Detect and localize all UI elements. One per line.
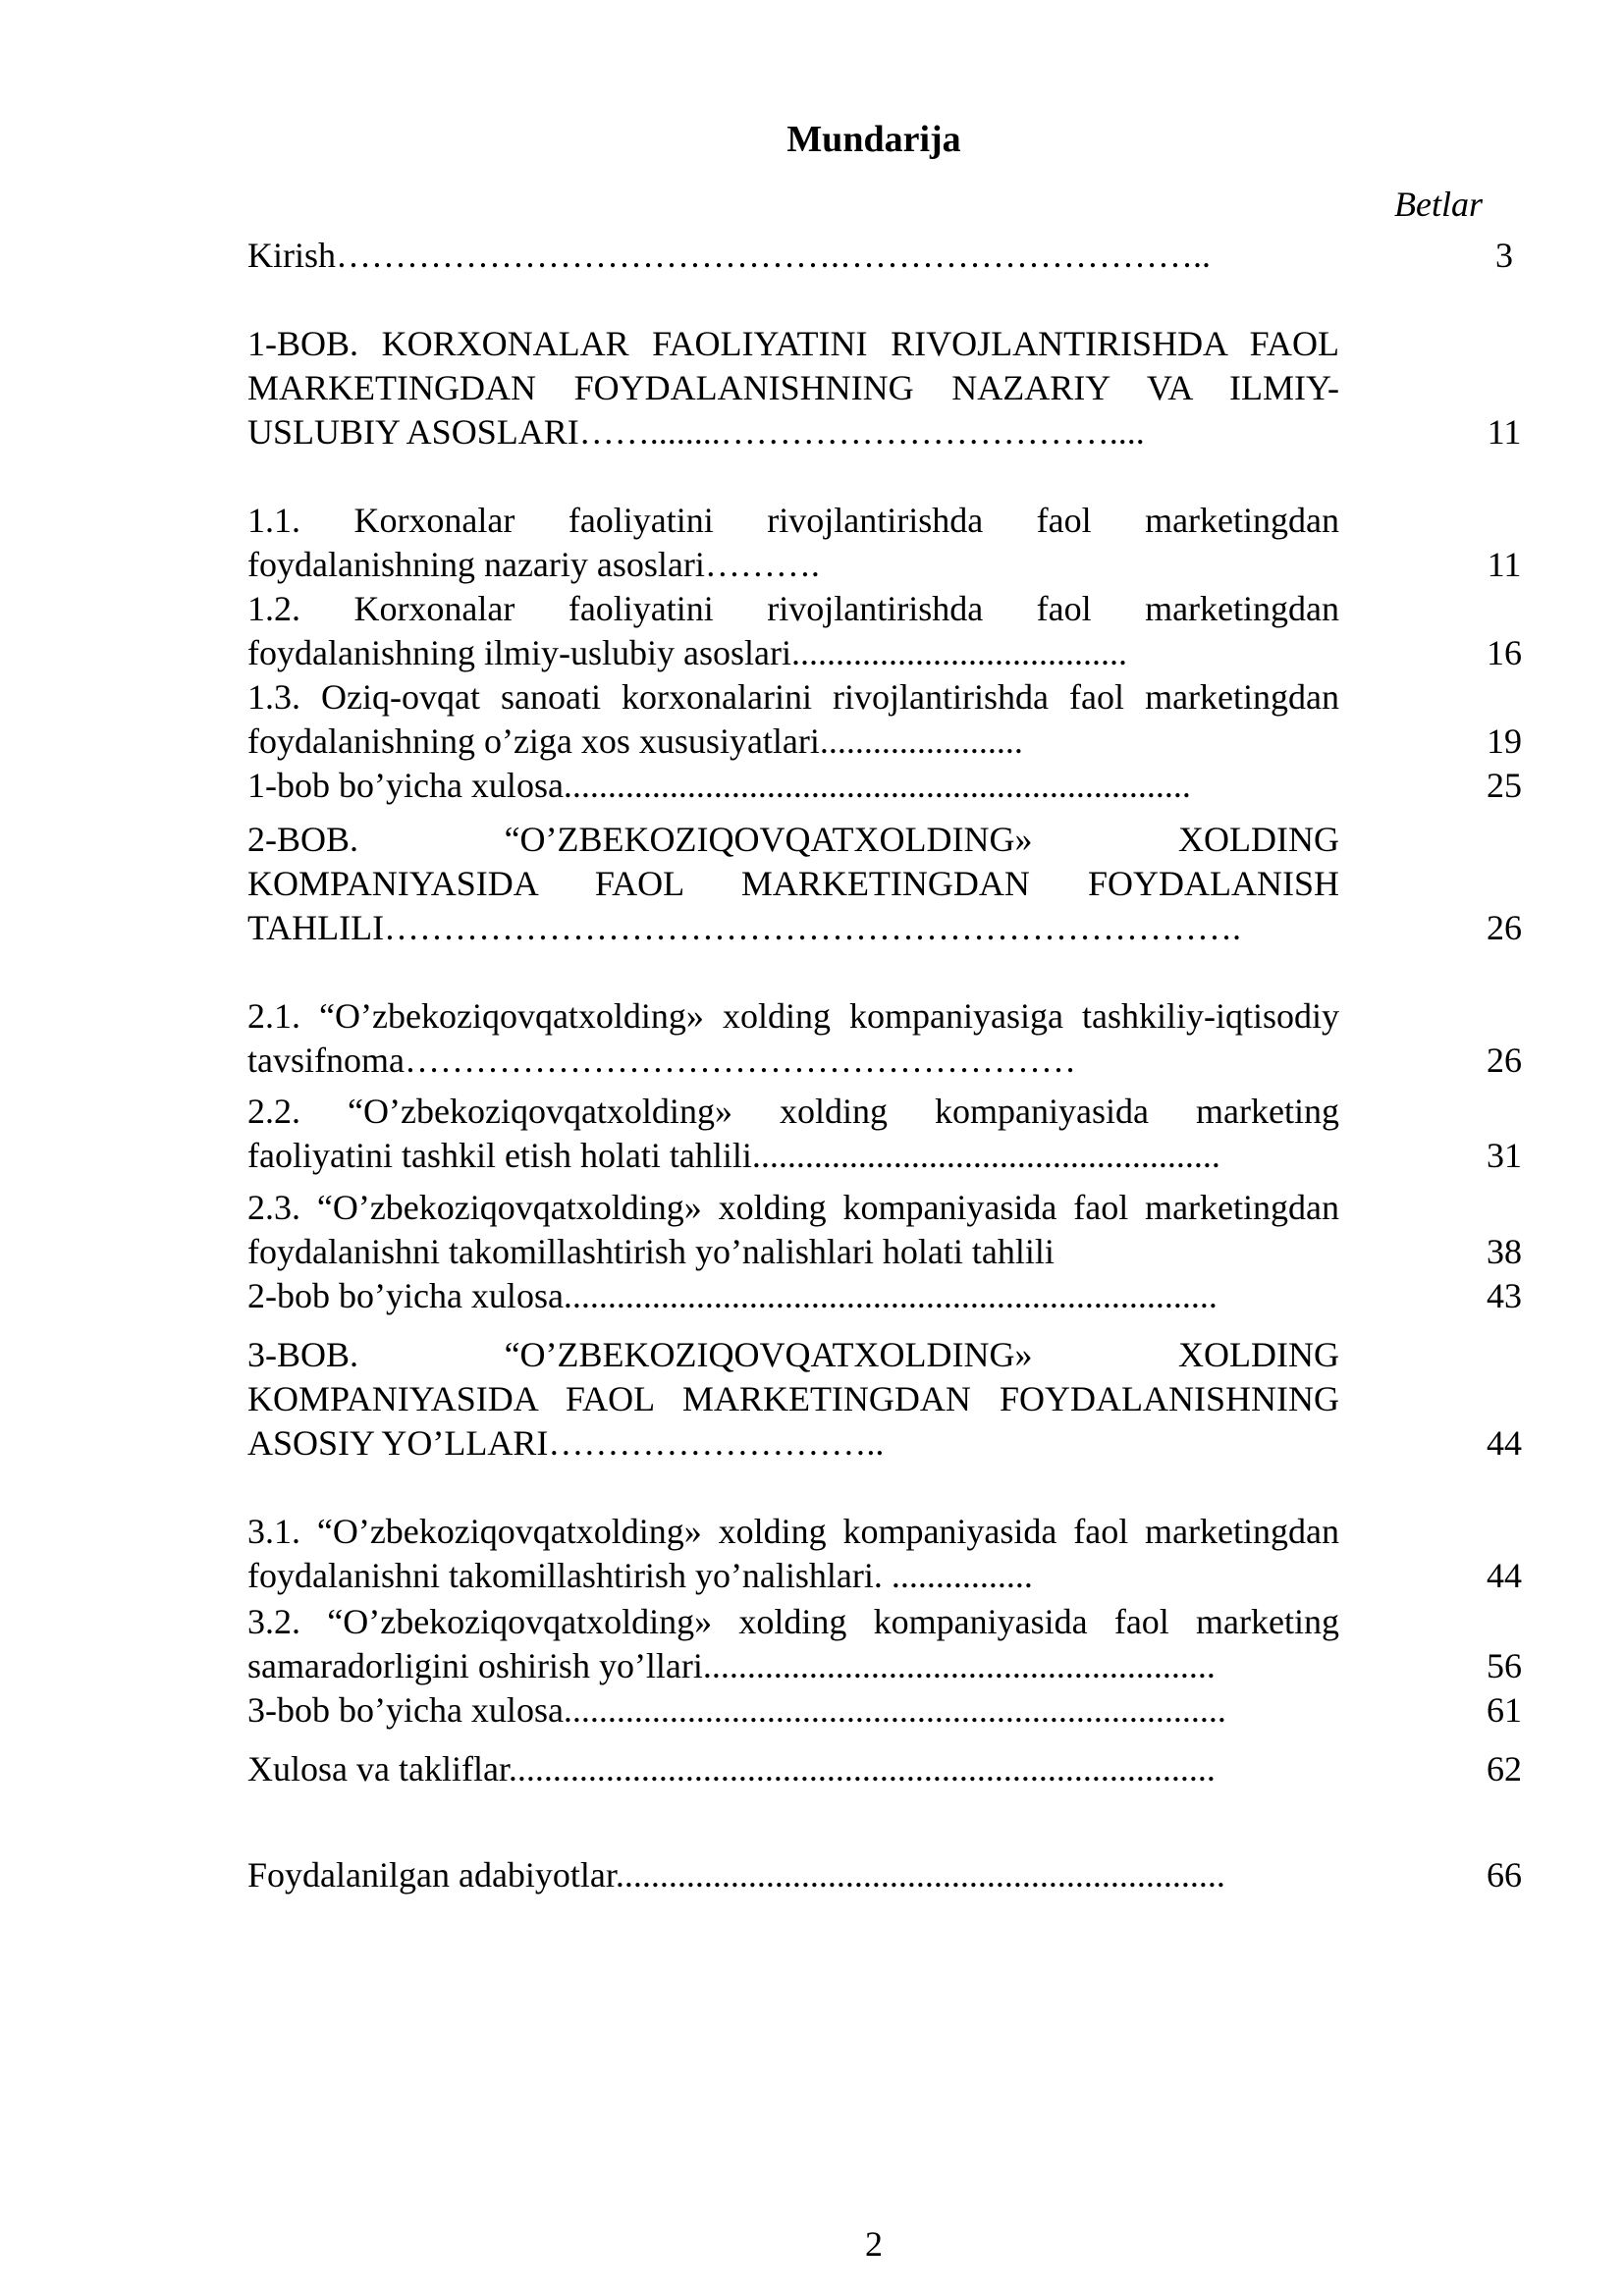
toc-entry-page: 56 bbox=[1487, 1646, 1522, 1685]
toc-entry-page: 38 bbox=[1487, 1232, 1522, 1271]
toc-entry-text: 1.2. Korxonalar faoliyatini rivojlantirishda faol marketingdan foydalanishning ilmiy-uslubiy asoslari...................................... bbox=[247, 589, 1339, 672]
toc-entry-page: 61 bbox=[1487, 1690, 1522, 1730]
toc-entry-page: 26 bbox=[1487, 1041, 1522, 1080]
toc-entry-text: 3-BOB. “O’ZBEKOZIQOVQATXOLDING» XOLDING KOMPANIYASIDA FAOL MARKETINGDAN FOYDALANISHNING ASOSIY YO’LLARI……………………….. bbox=[247, 1335, 1339, 1463]
toc-entry-page: 3 bbox=[1495, 236, 1513, 275]
toc-entry-3-2[interactable] bbox=[247, 1600, 1522, 1688]
toc-entry-text: 2.3. “O’zbekoziqovqatxolding» xolding kompaniyasida faol marketingdan foydalanishni takomillashtirish yo’nalishlari holati tahlili bbox=[247, 1188, 1339, 1271]
toc-entry-chapter-1[interactable] bbox=[247, 322, 1522, 454]
toc-entry-text: 2-BOB. “O’ZBEKOZIQOVQATXOLDING» XOLDING KOMPANIYASIDA FAOL MARKETINGDAN FOYDALANISH TAHLILI………………………………………………………………. bbox=[247, 820, 1339, 947]
toc-entry-2-2[interactable] bbox=[247, 1090, 1522, 1178]
toc-entry-text: 3.1. “O’zbekoziqovqatxolding» xolding kompaniyasida faol marketingdan foydalanishni takomillashtirish yo’nalishlari. ................ bbox=[247, 1512, 1339, 1595]
toc-entry-text: 2.1. “O’zbekoziqovqatxolding» xolding kompaniyasiga tashkiliy-iqtisodiy tavsifnoma………………………………………………… bbox=[247, 996, 1339, 1080]
toc-entry-text: 1.3. Oziq-ovqat sanoati korxonalarini rivojlantirishda faol marketingdan foydalanishning o’ziga xos xususiyatlari....................... bbox=[247, 677, 1339, 761]
toc-entry-page: 62 bbox=[1487, 1749, 1522, 1789]
toc-entry-page: 11 bbox=[1487, 412, 1522, 452]
toc-entry-chapter-3-summary[interactable] bbox=[247, 1688, 1522, 1733]
toc-entry-page: 31 bbox=[1487, 1136, 1522, 1175]
toc-entry-text: 1-bob bo’yicha xulosa....................................................................... bbox=[247, 766, 1191, 805]
toc-entry-chapter-2[interactable] bbox=[247, 818, 1522, 950]
toc-entry-1-3[interactable] bbox=[247, 675, 1522, 764]
toc-entry-text: Xulosa va takliflar................................................................................ bbox=[247, 1749, 1216, 1789]
toc-entry-2-3[interactable] bbox=[247, 1186, 1522, 1274]
toc-entry-page: 44 bbox=[1487, 1556, 1522, 1595]
toc-entry-2-1[interactable] bbox=[247, 994, 1522, 1083]
toc-entry-page: 44 bbox=[1487, 1423, 1522, 1463]
toc-entry-3-1[interactable] bbox=[247, 1510, 1522, 1598]
toc-entry-1-2[interactable] bbox=[247, 587, 1522, 675]
toc-entry-page: 43 bbox=[1487, 1276, 1522, 1315]
toc-entry-intro[interactable] bbox=[247, 234, 1513, 278]
toc-entry-chapter-1-summary[interactable] bbox=[247, 764, 1522, 808]
toc-entry-text: 2-bob bo’yicha xulosa.......................................................................... bbox=[247, 1276, 1218, 1315]
toc-entry-text: 1-BOB. KORXONALAR FAOLIYATINI RIVOJLANTIRISHDA FAOL MARKETINGDAN FOYDALANISHNING NAZARIY VA ILMIY-USLUBIY ASOSLARI……........…………………………….... bbox=[247, 324, 1339, 452]
toc-entry-chapter-2-summary[interactable] bbox=[247, 1274, 1522, 1318]
page-title: Mundarija bbox=[786, 119, 961, 160]
toc-entry-text: 1.1. Korxonalar faoliyatini rivojlantirishda faol marketingdan foydalanishning nazariy asoslari………. bbox=[247, 501, 1339, 584]
toc-entry-text: 3-bob bo’yicha xulosa........................................................................... bbox=[247, 1690, 1226, 1730]
toc-entry-conclusions[interactable] bbox=[247, 1747, 1522, 1791]
toc-entry-page: 26 bbox=[1487, 908, 1522, 947]
toc-entry-page: 66 bbox=[1487, 1855, 1522, 1895]
toc-entry-page: 19 bbox=[1487, 721, 1522, 761]
pages-column-header: Betlar bbox=[1394, 185, 1483, 224]
toc-entry-text: Foydalanilgan adabiyotlar..................................................................... bbox=[247, 1855, 1225, 1895]
toc-entry-text: 2.2. “O’zbekoziqovqatxolding» xolding kompaniyasida marketing faoliyatini tashkil etish holati tahlili..................................................... bbox=[247, 1092, 1339, 1175]
toc-entry-page: 11 bbox=[1487, 545, 1522, 584]
toc-entry-references[interactable] bbox=[247, 1853, 1522, 1897]
toc-entry-page: 25 bbox=[1487, 766, 1522, 805]
page-number: 2 bbox=[865, 2224, 883, 2264]
toc-entry-1-1[interactable] bbox=[247, 499, 1522, 587]
toc-entry-chapter-3[interactable] bbox=[247, 1333, 1522, 1466]
toc-entry-text: 3.2. “O’zbekoziqovqatxolding» xolding kompaniyasida faol marketing samaradorligini oshirish yo’llari.......................................................... bbox=[247, 1602, 1339, 1685]
toc-entry-text: Kirish…………………………………….………………………….. bbox=[247, 236, 1211, 275]
toc-entry-page: 16 bbox=[1487, 633, 1522, 672]
